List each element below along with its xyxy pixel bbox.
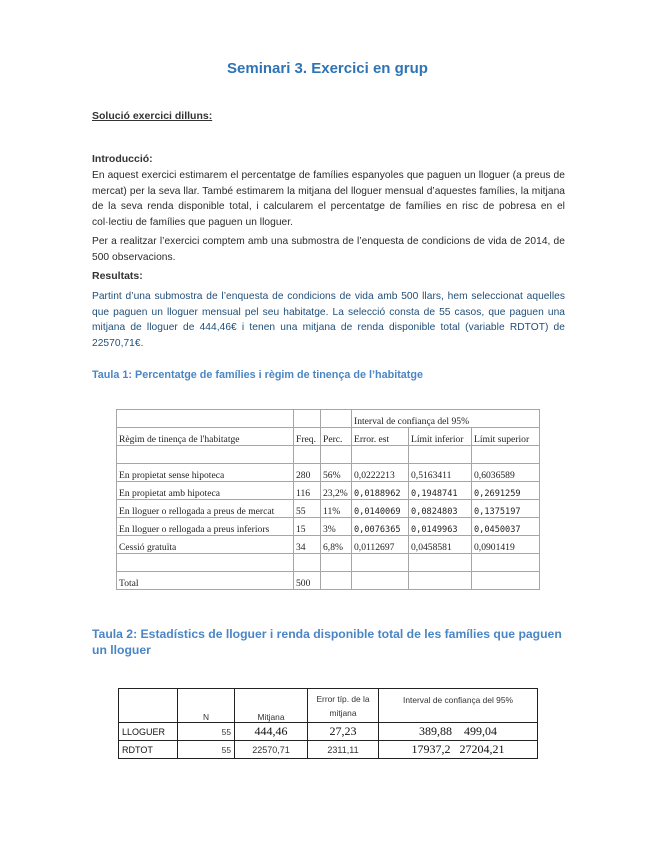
table-cell: 0,0901419 bbox=[472, 536, 540, 554]
table-row bbox=[119, 741, 538, 759]
table-cell: 55 bbox=[178, 741, 235, 759]
ci-lower: 17937,2 bbox=[411, 742, 451, 756]
table-row bbox=[119, 723, 538, 741]
table-cell: 27,23 bbox=[308, 723, 379, 741]
table-cell: 500 bbox=[294, 572, 321, 590]
table1-header: Règim de tinença de l'habitatge bbox=[117, 428, 294, 446]
table-cell bbox=[379, 741, 538, 759]
table-cell: 34 bbox=[294, 536, 321, 554]
table-cell: LLOGUER bbox=[119, 723, 178, 741]
results-paragraph: Partint d’una submostra de l’enquesta de condicions de vida amb 500 llars, hem seleccionat aquelles que paguen un lloguer mensual pel seu habitatge. La selecció consta de 55 casos, que paguen una mitjana de lloguer de 444,46€ i tenen una mitjana de renda disponible total (variable RDTOT) de 22570,71€. bbox=[92, 291, 565, 349]
table-cell: Cessió gratuïta bbox=[117, 536, 294, 554]
table-cell: En lloguer o rellogada a preus inferiors bbox=[117, 518, 294, 536]
table-cell: 55 bbox=[178, 723, 235, 741]
table-cell: RDTOT bbox=[119, 741, 178, 759]
ci-lower: 389,88 bbox=[419, 724, 452, 738]
table-cell: En propietat sense hipoteca bbox=[117, 464, 294, 482]
table-cell: 11% bbox=[321, 500, 352, 518]
ci-upper: 27204,21 bbox=[459, 742, 505, 756]
table-cell: 0,0222213 bbox=[352, 464, 409, 482]
table1-spacer-row bbox=[117, 554, 540, 572]
table-row bbox=[117, 518, 540, 536]
table2-header: Mitjana bbox=[235, 689, 308, 723]
table-row bbox=[117, 464, 540, 482]
table1-header: Freq. bbox=[294, 428, 321, 446]
table-cell: 0,0450037 bbox=[472, 518, 540, 536]
table1-total-row bbox=[117, 572, 540, 590]
table-cell: En lloguer o rellogada a preus de mercat bbox=[117, 500, 294, 518]
ci-upper: 499,04 bbox=[464, 724, 497, 738]
table-cell: 280 bbox=[294, 464, 321, 482]
table-cell: 55 bbox=[294, 500, 321, 518]
table-cell: 0,1375197 bbox=[472, 500, 540, 518]
table-row bbox=[117, 536, 540, 554]
table2-header: Error típ. de la mitjana bbox=[308, 689, 379, 723]
table-cell: 0,5163411 bbox=[409, 464, 472, 482]
table1-header: Perc. bbox=[321, 428, 352, 446]
table2-header: Interval de confiança del 95% bbox=[379, 689, 538, 723]
table1-header: Límit inferior bbox=[409, 428, 472, 446]
table-cell: 3% bbox=[321, 518, 352, 536]
table2 bbox=[118, 688, 538, 759]
page-title: Seminari 3. Exercici en grup bbox=[227, 60, 428, 77]
table2-caption: Taula 2: Estadístics de lloguer i renda disponible total de les famílies que paguen un lloguer bbox=[92, 627, 562, 657]
table1 bbox=[116, 409, 540, 590]
table-cell: 2311,11 bbox=[308, 741, 379, 759]
solution-heading: Solució exercici dilluns: bbox=[92, 110, 213, 122]
table-cell: 0,0458581 bbox=[409, 536, 472, 554]
table-cell: 0,1948741 bbox=[409, 482, 472, 500]
table-cell: 0,0076365 bbox=[352, 518, 409, 536]
table-cell: 0,0149963 bbox=[409, 518, 472, 536]
results-heading: Resultats: bbox=[92, 270, 143, 282]
table-cell: 0,0824803 bbox=[409, 500, 472, 518]
table-cell: 0,2691259 bbox=[472, 482, 540, 500]
table-row bbox=[117, 500, 540, 518]
intro-heading: Introducció: bbox=[92, 153, 153, 165]
table2-header bbox=[119, 689, 178, 723]
table1-caption: Taula 1: Percentatge de famílies i règim de tinença de l’habitatge bbox=[92, 369, 424, 381]
table1-empty-cell bbox=[294, 410, 321, 428]
table-cell: 23,2% bbox=[321, 482, 352, 500]
table-cell: 15 bbox=[294, 518, 321, 536]
table-cell: En propietat amb hipoteca bbox=[117, 482, 294, 500]
table1-empty-cell bbox=[117, 410, 294, 428]
table-cell: 22570,71 bbox=[235, 741, 308, 759]
table-cell: 0,0188962 bbox=[352, 482, 409, 500]
table2-header: N bbox=[178, 689, 235, 723]
table-cell: 444,46 bbox=[235, 723, 308, 741]
table1-empty-cell bbox=[321, 410, 352, 428]
table-cell bbox=[379, 723, 538, 741]
table1-header: Error. est bbox=[352, 428, 409, 446]
table-cell: 116 bbox=[294, 482, 321, 500]
table1-spacer-row bbox=[117, 446, 540, 464]
table-cell: 6,8% bbox=[321, 536, 352, 554]
table-cell: 56% bbox=[321, 464, 352, 482]
table-cell: 0,6036589 bbox=[472, 464, 540, 482]
intro-paragraph-2: Per a realitzar l’exercici comptem amb una submostra de l’enquesta de condicions de vida de 2014, de 500 observacions. bbox=[92, 236, 565, 263]
table-cell: 0,0112697 bbox=[352, 536, 409, 554]
table-cell: Total bbox=[117, 572, 294, 590]
table1-header: Límit superior bbox=[472, 428, 540, 446]
table-row bbox=[117, 482, 540, 500]
intro-paragraph-1: En aquest exercici estimarem el percentatge de famílies espanyoles que paguen un lloguer (a preus de mercat) per la seva llar. També estimarem la mitjana del lloguer mensual d’aquestes famílies, la mitjana de la seva renda disponible total, i calcularem el percentatge de famílies en risc de pobresa en el col·lectiu de famílies que paguen un lloguer. bbox=[92, 170, 565, 228]
table-cell: 0,0140069 bbox=[352, 500, 409, 518]
table1-group-header: Interval de confiança del 95% bbox=[352, 410, 540, 428]
